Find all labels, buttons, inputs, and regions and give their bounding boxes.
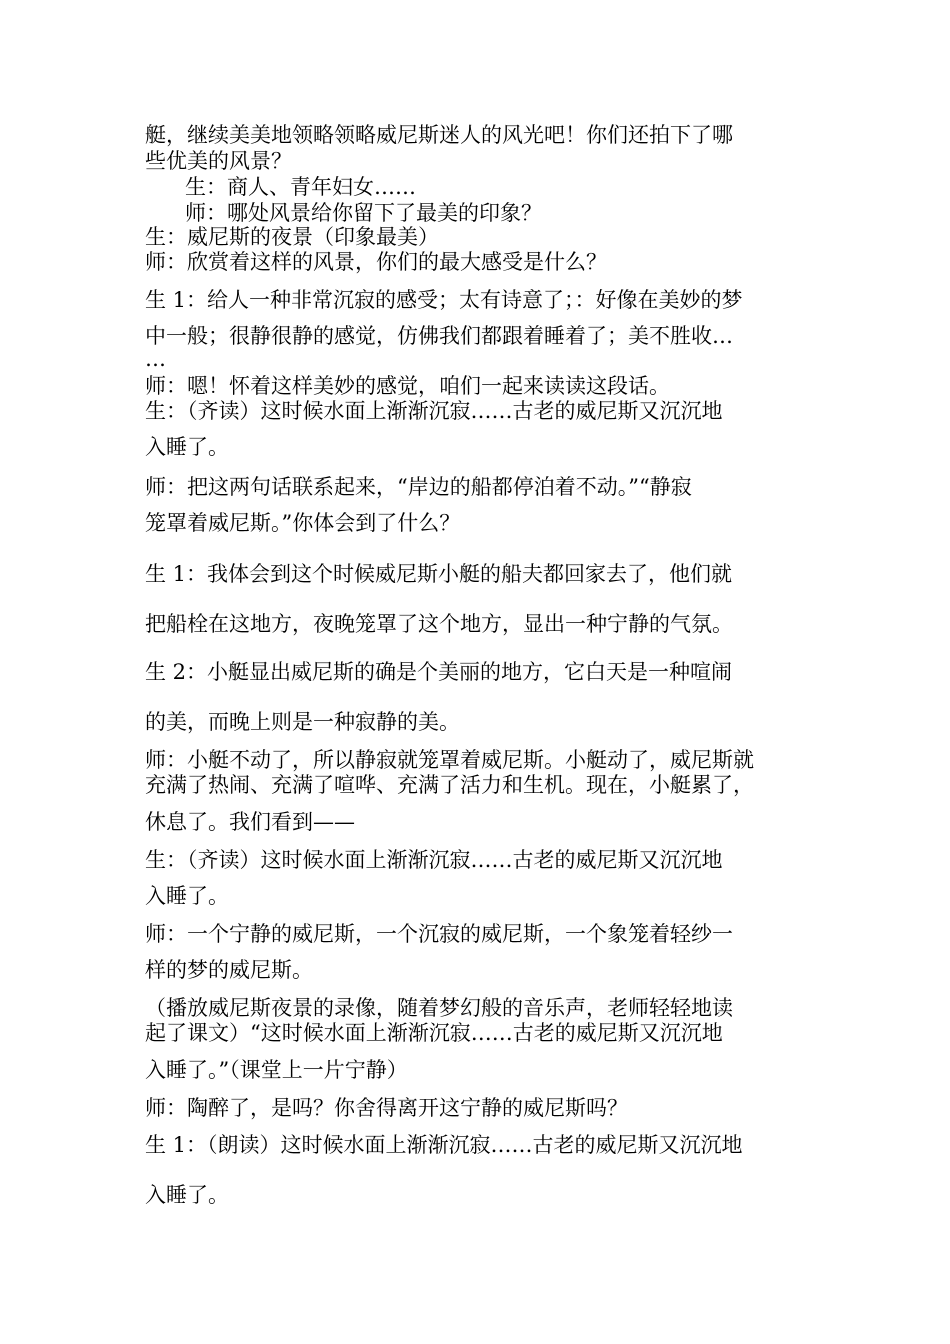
paragraph-line: 师：把这两句话联系起来，“岸边的船都停泊着不动。”“静寂 — [145, 475, 692, 499]
paragraph-line: 休息了。我们看到—— — [145, 810, 355, 834]
paragraph-line: 师：哪处风景给你留下了最美的印象？ — [185, 201, 542, 225]
paragraph-line: 生：（齐读）这时候水面上渐渐沉寂……古老的威尼斯又沉沉地 — [145, 399, 723, 423]
paragraph-line: 师：一个宁静的威尼斯，一个沉寂的威尼斯，一个象笼着轻纱一 — [145, 922, 733, 946]
paragraph-line: 师：小艇不动了，所以静寂就笼罩着威尼斯。小艇动了，威尼斯就 — [145, 748, 754, 772]
paragraph-line: 笼罩着威尼斯。”你体会到了什么？ — [145, 511, 461, 535]
paragraph-line: 入睡了。 — [145, 1183, 229, 1207]
paragraph-line: （播放威尼斯夜景的录像，随着梦幻般的音乐声，老师轻轻地读 — [145, 996, 733, 1020]
paragraph-line: 生：商人、青年妇女…… — [185, 175, 416, 199]
paragraph-line: 生 1：我体会到这个时候威尼斯小艇的船夫都回家去了，他们就 — [145, 562, 733, 586]
paragraph-line: 生：威尼斯的夜景（印象最美） — [145, 225, 439, 249]
paragraph-line: 生：（齐读）这时候水面上渐渐沉寂……古老的威尼斯又沉沉地 — [145, 848, 723, 872]
paragraph-line: 师：陶醉了，是吗？你舍得离开这宁静的威尼斯吗？ — [145, 1096, 628, 1120]
paragraph-line: 师：欣赏着这样的风景，你们的最大感受是什么？ — [145, 250, 607, 274]
paragraph-line: 入睡了。”（课堂上一片宁静） — [145, 1058, 408, 1082]
paragraph-line: 生 1：给人一种非常沉寂的感受；太有诗意了；：好像在美妙的梦 — [145, 288, 743, 312]
paragraph-line: 师：嗯！怀着这样美妙的感觉，咱们一起来读读这段话。 — [145, 374, 670, 398]
paragraph-line: … — [145, 347, 166, 371]
paragraph-line: 把船栓在这地方，夜晚笼罩了这个地方，显出一种宁静的气氛。 — [145, 612, 733, 636]
paragraph-line: 入睡了。 — [145, 435, 229, 459]
paragraph-line: 生 1：（朗读）这时候水面上渐渐沉寂……古老的威尼斯又沉沉地 — [145, 1133, 743, 1157]
paragraph-line: 入睡了。 — [145, 884, 229, 908]
paragraph-line: 中一般；很静很静的感觉，仿佛我们都跟着睡着了；美不胜收… — [145, 324, 733, 348]
paragraph-line: 起了课文）“这时候水面上渐渐沉寂……古老的威尼斯又沉沉地 — [145, 1021, 723, 1045]
paragraph-line: 的美，而晚上则是一种寂静的美。 — [145, 710, 460, 734]
paragraph-line: 充满了热闹、充满了喧哗、充满了活力和生机。现在，小艇累了， — [145, 773, 754, 797]
paragraph-line: 艇，继续美美地领略领略威尼斯迷人的风光吧！你们还拍下了哪 — [145, 123, 733, 147]
paragraph-line: 些优美的风景？ — [145, 149, 292, 173]
paragraph-line: 样的梦的威尼斯。 — [145, 958, 313, 982]
paragraph-line: 生 2：小艇显出威尼斯的确是个美丽的地方，它白天是一种喧闹 — [145, 660, 733, 684]
